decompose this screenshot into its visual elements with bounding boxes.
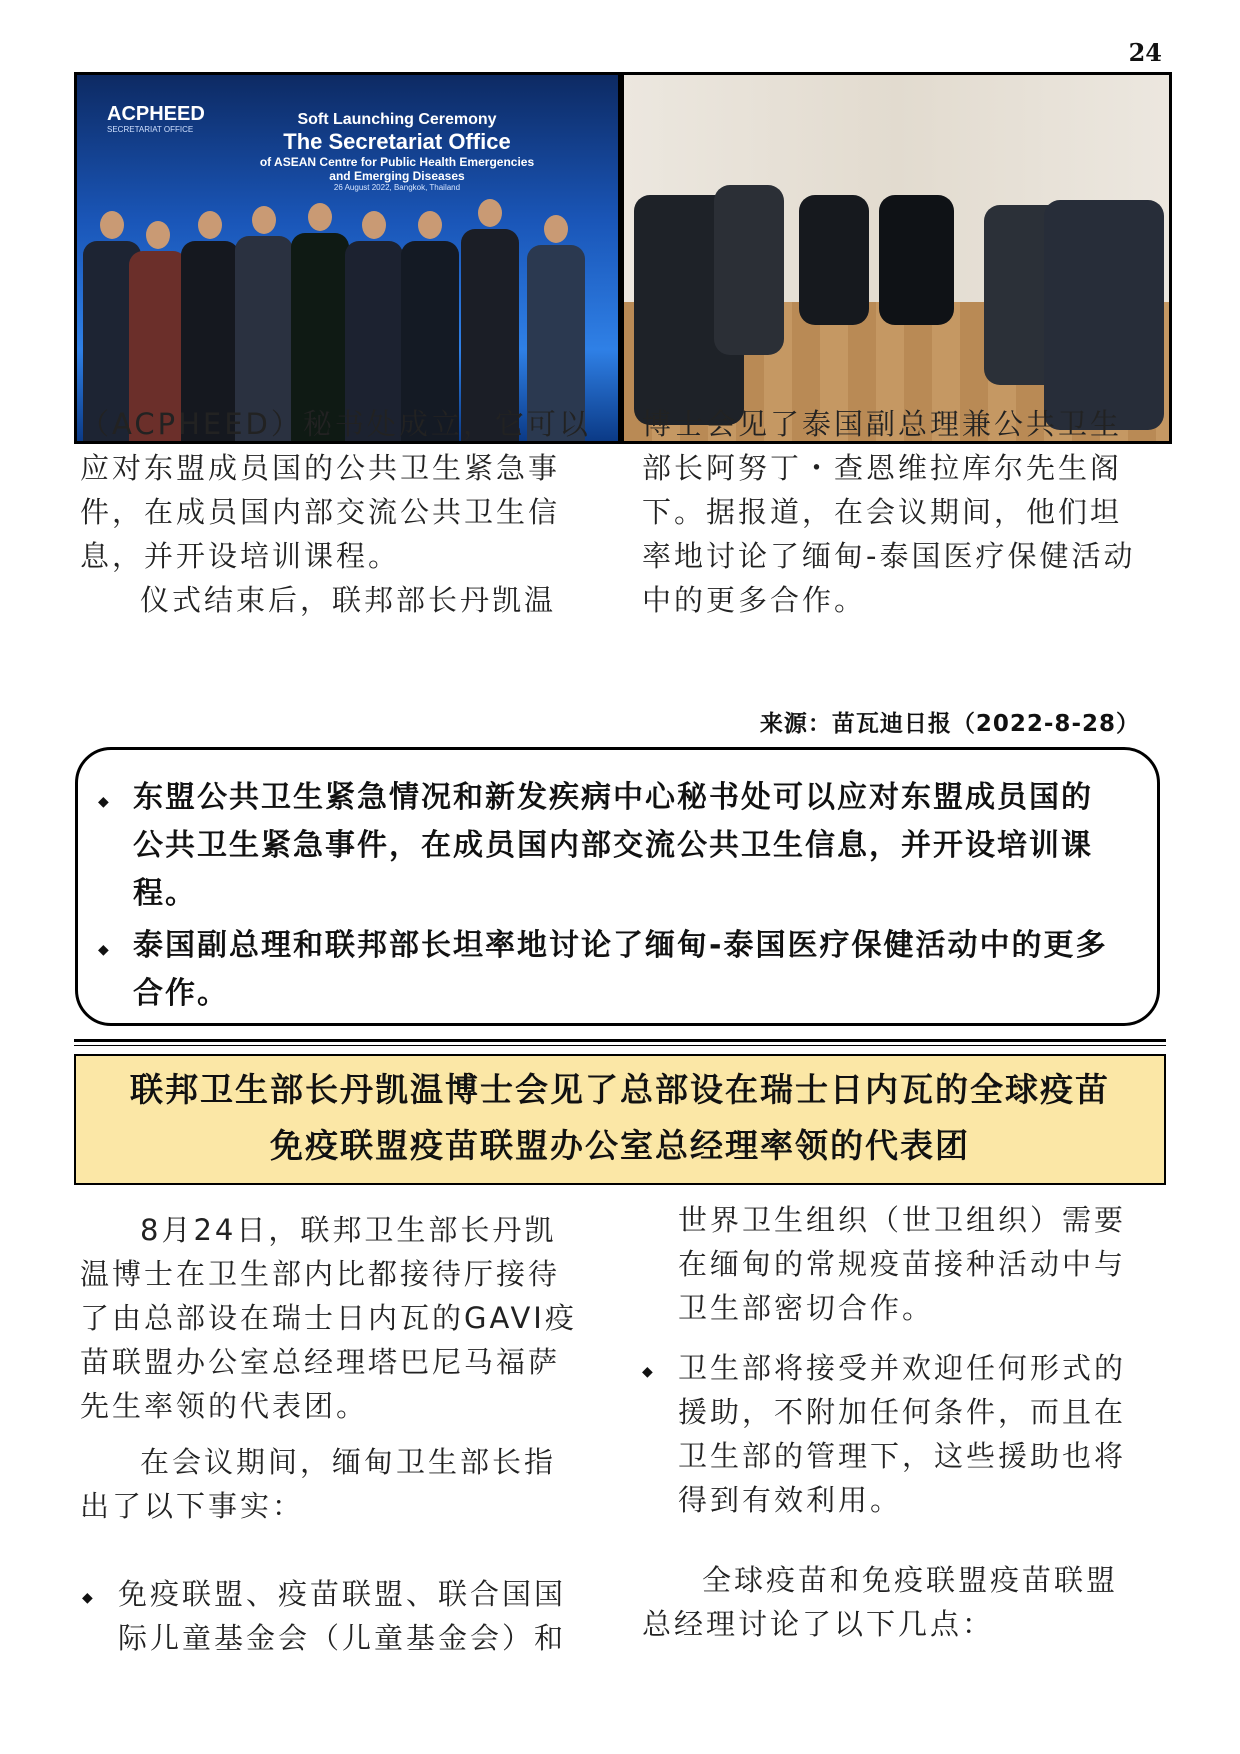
seated-delegate bbox=[714, 185, 784, 355]
text-line: 得到有效利用。 bbox=[678, 1483, 903, 1517]
text-line: 中的更多合作。 bbox=[642, 583, 867, 617]
summary-bullet bbox=[133, 774, 1133, 918]
banner-line: The Secretariat Office bbox=[283, 129, 511, 154]
article2-left-column bbox=[80, 1208, 610, 1528]
text-line: 件，在成员国内部交流公共卫生信 bbox=[80, 495, 561, 529]
photo-launch-ceremony bbox=[77, 75, 618, 441]
photo-frame bbox=[74, 72, 1172, 444]
diamond-bullet-icon: ◆ bbox=[642, 1364, 653, 1380]
text-line: 出了以下事实： bbox=[80, 1489, 305, 1523]
banner-line: of ASEAN Centre for Public Health Emergencies bbox=[259, 155, 535, 169]
text-line: 世界卫生组织（世卫组织）需要 bbox=[678, 1203, 1127, 1237]
headline-line: 联邦卫生部长丹凯温博士会见了总部设在瑞士日内瓦的全球疫苗 bbox=[130, 1070, 1110, 1109]
text-line: 免疫联盟、疫苗联盟、联合国国 bbox=[118, 1577, 567, 1611]
summary-line: 合作。 bbox=[133, 976, 229, 1011]
text-line: 先生率领的代表团。 bbox=[80, 1389, 369, 1423]
seated-delegate bbox=[799, 195, 869, 325]
text-line: 在会议期间，缅甸卫生部长指 bbox=[140, 1445, 557, 1479]
text-line: 卫生部密切合作。 bbox=[678, 1291, 935, 1325]
text-line: 温博士在卫生部内比都接待厅接待 bbox=[80, 1257, 561, 1291]
text-line: 8月24日，联邦卫生部长丹凯 bbox=[140, 1213, 557, 1247]
banner-line: 26 August 2022, Bangkok, Thailand bbox=[333, 183, 461, 192]
summary-line: 程。 bbox=[133, 876, 197, 911]
text-line: 了由总部设在瑞士日内瓦的GAVI疫 bbox=[80, 1301, 577, 1335]
diamond-bullet-icon: ◆ bbox=[98, 794, 109, 810]
article-headline bbox=[74, 1054, 1166, 1185]
text-line: 卫生部将接受并欢迎任何形式的 bbox=[678, 1351, 1127, 1385]
text-line: 援助，不附加任何条件，而且在 bbox=[678, 1395, 1127, 1429]
section-rule bbox=[74, 1045, 1166, 1046]
text-line: 仪式结束后，联邦部长丹凯温 bbox=[140, 583, 557, 617]
text-line: 应对东盟成员国的公共卫生紧急事 bbox=[80, 451, 561, 485]
section-rule bbox=[74, 1039, 1166, 1042]
acpheed-logo-subtitle: SECRETARIAT OFFICE bbox=[107, 125, 194, 134]
text-line: 下。据报道，在会议期间，他们坦 bbox=[642, 495, 1123, 529]
diamond-bullet-icon: ◆ bbox=[82, 1590, 93, 1606]
seated-delegate bbox=[879, 195, 954, 325]
text-line: （ACPHEED）秘书处成立，它可以 bbox=[80, 407, 591, 441]
diamond-bullet-icon: ◆ bbox=[98, 942, 109, 958]
article-source: 来源：苗瓦迪日报（2022-8-28） bbox=[759, 711, 1140, 737]
text-line: 总经理讨论了以下几点： bbox=[642, 1607, 995, 1641]
article2-right-paragraph bbox=[642, 1558, 1172, 1646]
headline-line: 免疫联盟疫苗联盟办公室总经理率领的代表团 bbox=[270, 1126, 970, 1165]
article1-left-column bbox=[80, 402, 610, 622]
summary-line: 东盟公共卫生紧急情况和新发疾病中心秘书处可以应对东盟成员国的 bbox=[133, 780, 1093, 815]
text-line: 全球疫苗和免疫联盟疫苗联盟 bbox=[702, 1563, 1119, 1597]
photo-bilateral-meeting bbox=[624, 75, 1170, 441]
article2-right-bullet bbox=[678, 1346, 1178, 1522]
article2-right-continuation bbox=[678, 1198, 1178, 1330]
page-number: 24 bbox=[1128, 38, 1162, 67]
text-line: 博士会见了泰国副总理兼公共卫生 bbox=[642, 407, 1123, 441]
ceremony-banner bbox=[197, 111, 597, 192]
text-line: 卫生部的管理下，这些援助也将 bbox=[678, 1439, 1127, 1473]
article2-left-bullet bbox=[118, 1572, 618, 1660]
banner-line: and Emerging Diseases bbox=[329, 169, 465, 183]
article1-right-column bbox=[642, 402, 1172, 622]
summary-line: 公共卫生紧急事件，在成员国内部交流公共卫生信息，并开设培训课 bbox=[133, 828, 1093, 863]
text-line: 苗联盟办公室总经理塔巴尼马福萨 bbox=[80, 1345, 561, 1379]
seated-delegate bbox=[1044, 200, 1164, 430]
text-line: 部长阿努丁・查恩维拉库尔先生阁 bbox=[642, 451, 1123, 485]
text-line: 际儿童基金会（儿童基金会）和 bbox=[118, 1621, 567, 1655]
summary-line: 泰国副总理和联邦部长坦率地讨论了缅甸-泰国医疗保健活动中的更多 bbox=[133, 928, 1108, 963]
summary-box bbox=[75, 747, 1160, 1026]
photo-divider bbox=[618, 75, 621, 441]
text-line: 率地讨论了缅甸-泰国医疗保健活动 bbox=[642, 539, 1136, 573]
text-line: 在缅甸的常规疫苗接种活动中与 bbox=[678, 1247, 1127, 1281]
text-line: 息，并开设培训课程。 bbox=[80, 539, 401, 573]
banner-line: Soft Launching Ceremony bbox=[297, 111, 497, 128]
summary-bullet bbox=[133, 922, 1133, 1018]
acpheed-logo: ACPHEED bbox=[107, 103, 205, 125]
